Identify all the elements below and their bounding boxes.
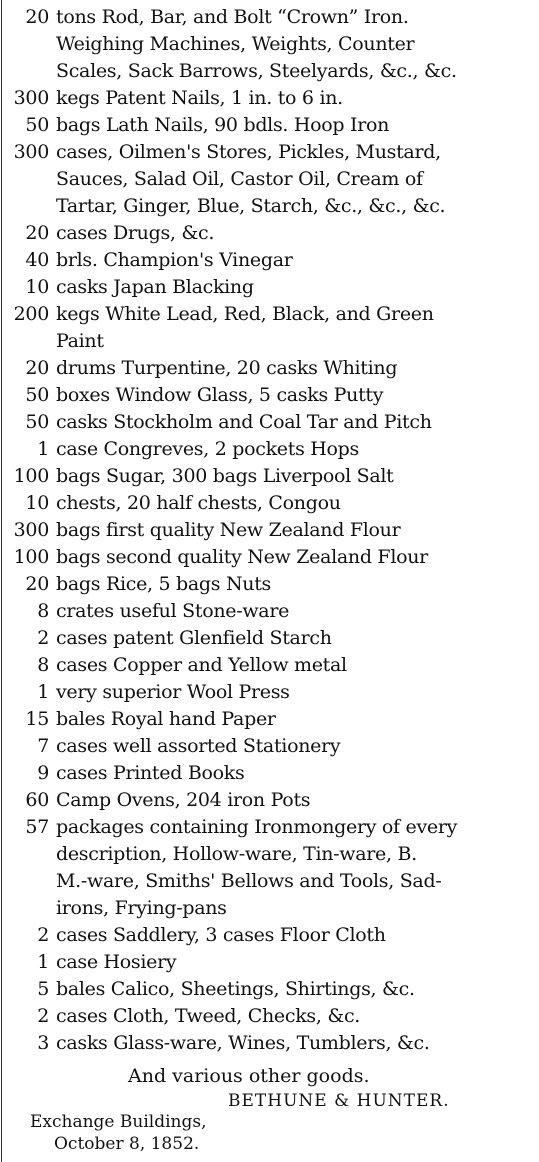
item-quantity: 200 (13, 303, 49, 325)
list-item (0, 922, 539, 949)
description-line: Paint (56, 330, 104, 352)
description-line: cases, Oilmen's Stores, Pickles, Mustard, (56, 141, 441, 163)
list-item (0, 679, 539, 706)
list-item (0, 787, 539, 814)
item-description (56, 517, 539, 544)
list-item (0, 4, 539, 85)
description-line: Scales, Sack Barrows, Steelyards, &c., &c. (56, 60, 457, 82)
description-line: M.-ware, Smiths' Bellows and Tools, Sad- (56, 870, 442, 892)
merchant-signature: BETHUNE & HUNTER. (228, 1091, 450, 1111)
item-description (56, 490, 539, 517)
item-description (56, 220, 539, 247)
list-item (0, 1030, 539, 1057)
item-description (56, 733, 539, 760)
description-line: cases Saddlery, 3 cases Floor Cloth (56, 924, 386, 946)
list-item (0, 301, 539, 355)
address-block (30, 1111, 207, 1155)
description-line: Tartar, Ginger, Blue, Starch, &c., &c., &c. (56, 195, 446, 217)
item-quantity: 9 (37, 762, 49, 784)
description-line: drums Turpentine, 20 casks Whiting (56, 357, 398, 379)
item-description (56, 760, 539, 787)
description-line: bags first quality New Zealand Flour (56, 519, 401, 541)
list-item (0, 976, 539, 1003)
item-quantity: 50 (25, 411, 49, 433)
item-quantity: 20 (25, 6, 49, 28)
item-description (56, 814, 539, 922)
item-quantity: 8 (37, 600, 49, 622)
list-item (0, 625, 539, 652)
description-line: cases patent Glenfield Starch (56, 627, 332, 649)
item-quantity: 20 (25, 357, 49, 379)
list-item (0, 220, 539, 247)
list-item (0, 274, 539, 301)
description-line: cases well assorted Stationery (56, 735, 341, 757)
list-item (0, 598, 539, 625)
item-quantity: 57 (25, 816, 49, 838)
description-line: Sauces, Salad Oil, Castor Oil, Cream of (56, 168, 423, 190)
description-line: description, Hollow-ware, Tin-ware, B. (56, 843, 417, 865)
item-description (56, 4, 539, 85)
item-quantity: 1 (37, 681, 49, 703)
description-line: bags Lath Nails, 90 bdls. Hoop Iron (56, 114, 390, 136)
item-description (56, 949, 539, 976)
list-item (0, 814, 539, 922)
item-quantity: 10 (25, 492, 49, 514)
list-item (0, 139, 539, 220)
item-description (56, 112, 539, 139)
item-quantity: 40 (25, 249, 49, 271)
item-description (56, 652, 539, 679)
description-line: bales Royal hand Paper (56, 708, 276, 730)
item-quantity: 5 (37, 978, 49, 1000)
item-description (56, 571, 539, 598)
list-item (0, 571, 539, 598)
description-line: casks Japan Blacking (56, 276, 254, 298)
item-description (56, 706, 539, 733)
item-description (56, 598, 539, 625)
description-line: case Congreves, 2 pockets Hops (56, 438, 359, 460)
list-item (0, 490, 539, 517)
description-line: casks Glass-ware, Wines, Tumblers, &c. (56, 1032, 430, 1054)
description-line: packages containing Ironmongery of every (56, 816, 458, 838)
description-line: kegs Patent Nails, 1 in. to 6 in. (56, 87, 343, 109)
description-line: cases Cloth, Tweed, Checks, &c. (56, 1005, 361, 1027)
item-quantity: 2 (37, 924, 49, 946)
item-description (56, 247, 539, 274)
list-item (0, 355, 539, 382)
item-quantity: 2 (37, 1005, 49, 1027)
list-item (0, 247, 539, 274)
list-item (0, 760, 539, 787)
item-description (56, 463, 539, 490)
description-line: bags Sugar, 300 bags Liverpool Salt (56, 465, 394, 487)
item-description (56, 544, 539, 571)
list-item (0, 733, 539, 760)
item-quantity: 15 (25, 708, 49, 730)
goods-list (0, 4, 539, 1057)
item-quantity: 50 (25, 384, 49, 406)
item-quantity: 2 (37, 627, 49, 649)
description-line: boxes Window Glass, 5 casks Putty (56, 384, 384, 406)
item-description (56, 1030, 539, 1057)
item-description (56, 436, 539, 463)
item-description (56, 85, 539, 112)
description-line: very superior Wool Press (56, 681, 290, 703)
list-item (0, 436, 539, 463)
item-description (56, 274, 539, 301)
description-line: cases Copper and Yellow metal (56, 654, 347, 676)
item-quantity: 50 (25, 114, 49, 136)
list-item (0, 112, 539, 139)
item-quantity: 20 (25, 573, 49, 595)
date-line: October 8, 1852. (54, 1134, 200, 1154)
description-line: Weighing Machines, Weights, Counter (56, 33, 415, 55)
item-quantity: 1 (37, 951, 49, 973)
description-line: chests, 20 half chests, Congou (56, 492, 341, 514)
item-quantity: 3 (37, 1032, 49, 1054)
item-quantity: 10 (25, 276, 49, 298)
description-line: casks Stockholm and Coal Tar and Pitch (56, 411, 432, 433)
item-quantity: 8 (37, 654, 49, 676)
item-quantity: 300 (13, 141, 49, 163)
list-item (0, 382, 539, 409)
item-description (56, 787, 539, 814)
description-line: crates useful Stone-ware (56, 600, 290, 622)
description-line: Camp Ovens, 204 iron Pots (56, 789, 311, 811)
item-description (56, 922, 539, 949)
list-item (0, 85, 539, 112)
item-quantity: 20 (25, 222, 49, 244)
item-description (56, 1003, 539, 1030)
item-description (56, 301, 539, 355)
list-item (0, 706, 539, 733)
item-description (56, 409, 539, 436)
item-description (56, 976, 539, 1003)
description-line: cases Printed Books (56, 762, 245, 784)
description-line: bags second quality New Zealand Flour (56, 546, 428, 568)
list-item (0, 544, 539, 571)
list-item (0, 463, 539, 490)
item-description (56, 139, 539, 220)
item-quantity: 300 (13, 87, 49, 109)
various-goods-line: And various other goods. (128, 1065, 370, 1087)
list-item (0, 949, 539, 976)
item-description (56, 355, 539, 382)
description-line: case Hosiery (56, 951, 177, 973)
item-description (56, 625, 539, 652)
item-quantity: 100 (13, 546, 49, 568)
item-quantity: 100 (13, 465, 49, 487)
description-line: bags Rice, 5 bags Nuts (56, 573, 272, 595)
item-quantity: 7 (37, 735, 49, 757)
item-description (56, 679, 539, 706)
description-line: kegs White Lead, Red, Black, and Green (56, 303, 434, 325)
item-quantity: 300 (13, 519, 49, 541)
list-item (0, 409, 539, 436)
address-line: Exchange Buildings, (30, 1112, 207, 1132)
description-line: cases Drugs, &c. (56, 222, 215, 244)
description-line: tons Rod, Bar, and Bolt “Crown” Iron. (56, 6, 409, 28)
item-quantity: 60 (25, 789, 49, 811)
description-line: bales Calico, Sheetings, Shirtings, &c. (56, 978, 415, 1000)
list-item (0, 652, 539, 679)
description-line: irons, Frying-pans (56, 897, 227, 919)
item-quantity: 1 (37, 438, 49, 460)
list-item (0, 1003, 539, 1030)
description-line: brls. Champion's Vinegar (56, 249, 293, 271)
item-description (56, 382, 539, 409)
list-item (0, 517, 539, 544)
